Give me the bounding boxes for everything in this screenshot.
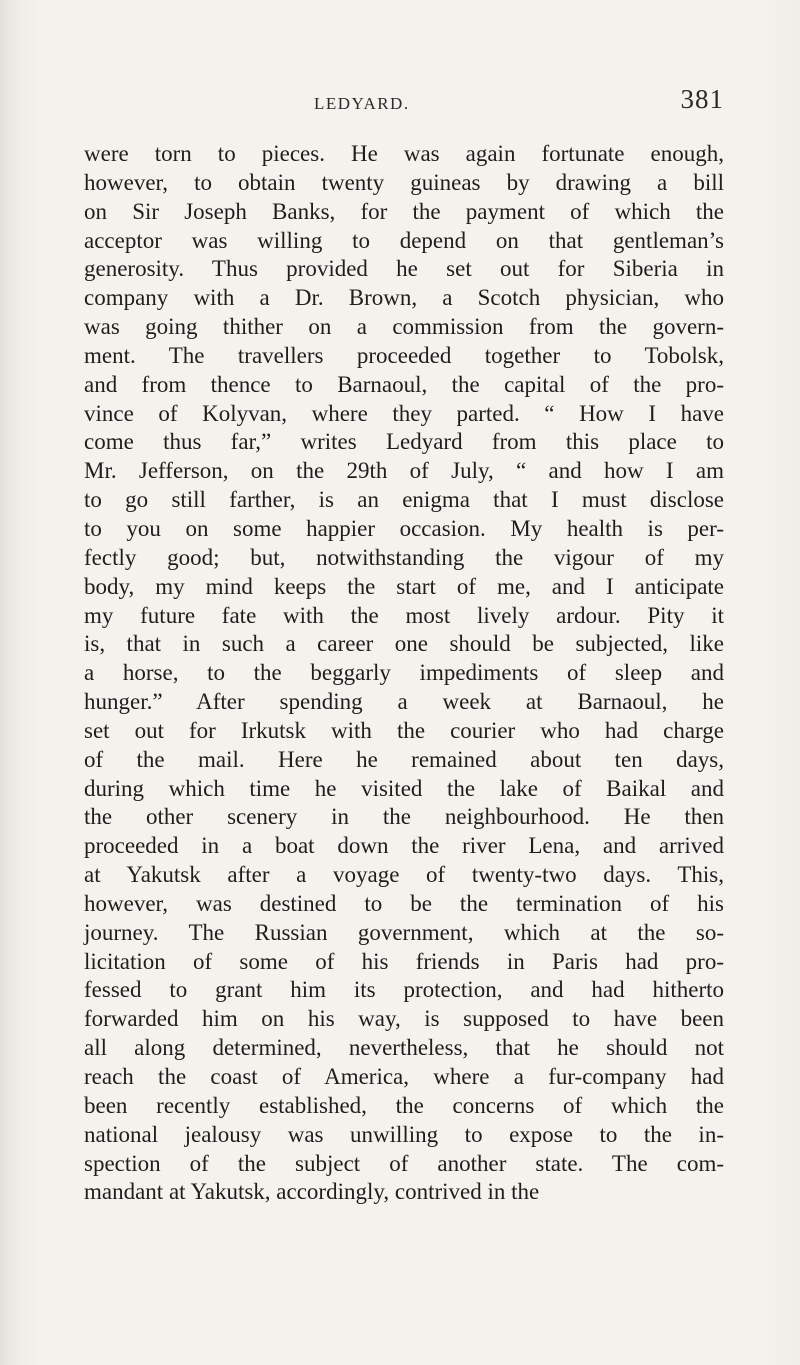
text-line: is, that in such a career one should be subjected, like — [84, 631, 724, 657]
text-line: company with a Dr. Brown, a Scotch physician, who — [84, 285, 724, 311]
running-head — [84, 84, 724, 124]
text-line: acceptor was willing to depend on that gentleman’s — [84, 227, 724, 253]
body-text — [84, 140, 724, 1207]
text-line: proceeded in a boat down the river Lena, and arrived — [84, 833, 724, 859]
text-line: forwarded him on his way, is supposed to have been — [84, 1006, 724, 1032]
text-line: journey. The Russian government, which at the so- — [84, 919, 724, 945]
text-line: fessed to grant him its protection, and had hitherto — [84, 977, 724, 1003]
text-line: however, was destined to be the termination of his — [84, 890, 724, 916]
text-line: to go still farther, is an enigma that I must disclose — [84, 487, 724, 513]
text-line: was going thither on a commission from the govern- — [84, 314, 724, 340]
text-line: reach the coast of America, where a fur-company had — [84, 1064, 724, 1089]
text-line: been recently established, the concerns of which the — [84, 1092, 724, 1118]
text-line: of the mail. Here he remained about ten days, — [84, 746, 724, 772]
text-line: come thus far,” writes Ledyard from this place to — [84, 429, 724, 455]
text-line: hunger.” After spending a week at Barnaoul, he — [84, 689, 724, 715]
text-line: were torn to pieces. He was again fortunate enough, — [84, 141, 724, 166]
text-line: mandant at Yakutsk, accordingly, contrived in the — [84, 1179, 540, 1205]
text-line: and from thence to Barnaoul, the capital of the pro- — [84, 371, 724, 397]
running-title: LEDYARD. — [314, 94, 410, 113]
text-line: during which time he visited the lake of Baikal and — [84, 775, 724, 801]
text-line: licitation of some of his friends in Paris had pro- — [84, 948, 724, 974]
text-line: on Sir Joseph Banks, for the payment of which the — [84, 198, 724, 224]
text-line: national jealousy was unwilling to expose to the in- — [84, 1121, 724, 1147]
text-line: to you on some happier occasion. My health is per- — [84, 515, 724, 541]
text-line: however, to obtain twenty guineas by drawing a bill — [84, 169, 724, 195]
text-line: Mr. Jefferson, on the 29th of July, “ and how I am — [84, 458, 724, 484]
text-line: fectly good; but, notwithstanding the vigour of my — [84, 544, 724, 570]
text-line: the other scenery in the neighbourhood. He then — [84, 804, 724, 830]
text-line: ment. The travellers proceeded together to Tobolsk, — [84, 342, 724, 368]
text-line: all along determined, nevertheless, that he should not — [84, 1035, 724, 1061]
text-line: a horse, to the beggarly impediments of sleep and — [84, 660, 724, 686]
text-line: body, my mind keeps the start of me, and I anticipate — [84, 573, 724, 599]
page-number: 381 — [680, 84, 724, 114]
text-line: spection of the subject of another state. The com- — [84, 1150, 724, 1176]
text-line: at Yakutsk after a voyage of twenty-two days. This, — [84, 862, 724, 888]
text-line: generosity. Thus provided he set out for Siberia in — [84, 256, 724, 282]
text-line: vince of Kolyvan, where they parted. “ How I have — [84, 400, 724, 426]
text-line: set out for Irkutsk with the courier who had charge — [84, 717, 724, 743]
text-line: my future fate with the most lively ardour. Pity it — [84, 602, 724, 628]
